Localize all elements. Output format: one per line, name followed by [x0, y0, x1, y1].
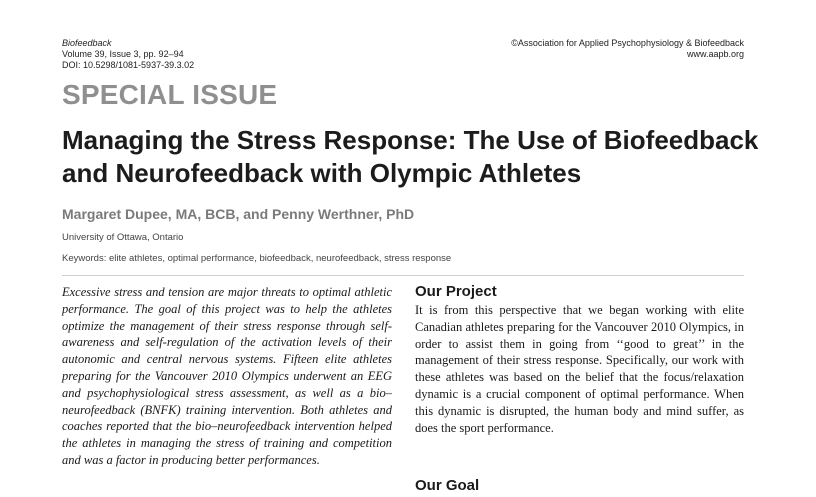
volume-info: Volume 39, Issue 3, pp. 92–94: [62, 49, 184, 59]
article-title: Managing the Stress Response: The Use of Biofeedback and Neurofeedback with Olympic Athletes: [62, 125, 759, 188]
publisher-info: [511, 38, 744, 60]
project-body: It is from this perspective that we began working with elite Canadian athletes preparing for the Vancouver 2010 Olympics, in order to assist them in going from ‘‘good to great’’ in the management of their stress response. Specifically, our work with these athletes was based on the belief that the focus/relaxation dynamic is a crucial component of optimal performance. When this dynamic is disrupted, the human body and mind suffer, as does the sport performance.: [415, 303, 744, 435]
copyright: ©Association for Applied Psychophysiology & Biofeedback: [511, 38, 744, 48]
authors: Margaret Dupee, MA, BCB, and Penny Werthner, PhD: [62, 206, 415, 222]
website-link[interactable]: www.aapb.org: [686, 49, 744, 59]
divider: [62, 275, 744, 276]
abstract: Excessive stress and tension are major threats to optimal athletic performance. The goal of this project was to help the athletes optimize the management of their stress response through self-awareness and self-regulation of the activation levels of their autonomic and central nervous systems. Fifteen elite athletes preparing for the Vancouver 2010 Olympics underwent an EEG and psychophysiological stress assessment, as well as a bio–neurofeedback (BNFK) training intervention. Both athletes and coaches reported that the bio–neurofeedback intervention helped the athletes in managing the stress of training and competition and was a factor in producing better performances.: [62, 285, 392, 467]
project-heading: Our Project: [415, 283, 497, 300]
affiliation: University of Ottawa, Ontario: [62, 232, 184, 243]
goal-heading: Our Goal: [415, 477, 480, 494]
keywords: Keywords: elite athletes, optimal performance, biofeedback, neurofeedback, stress response: [62, 253, 452, 264]
section-label: SPECIAL ISSUE: [62, 79, 278, 110]
journal-meta: [62, 38, 194, 71]
journal-name: Biofeedback: [62, 38, 112, 48]
doi: DOI: 10.5298/1081-5937-39.3.02: [62, 60, 195, 70]
